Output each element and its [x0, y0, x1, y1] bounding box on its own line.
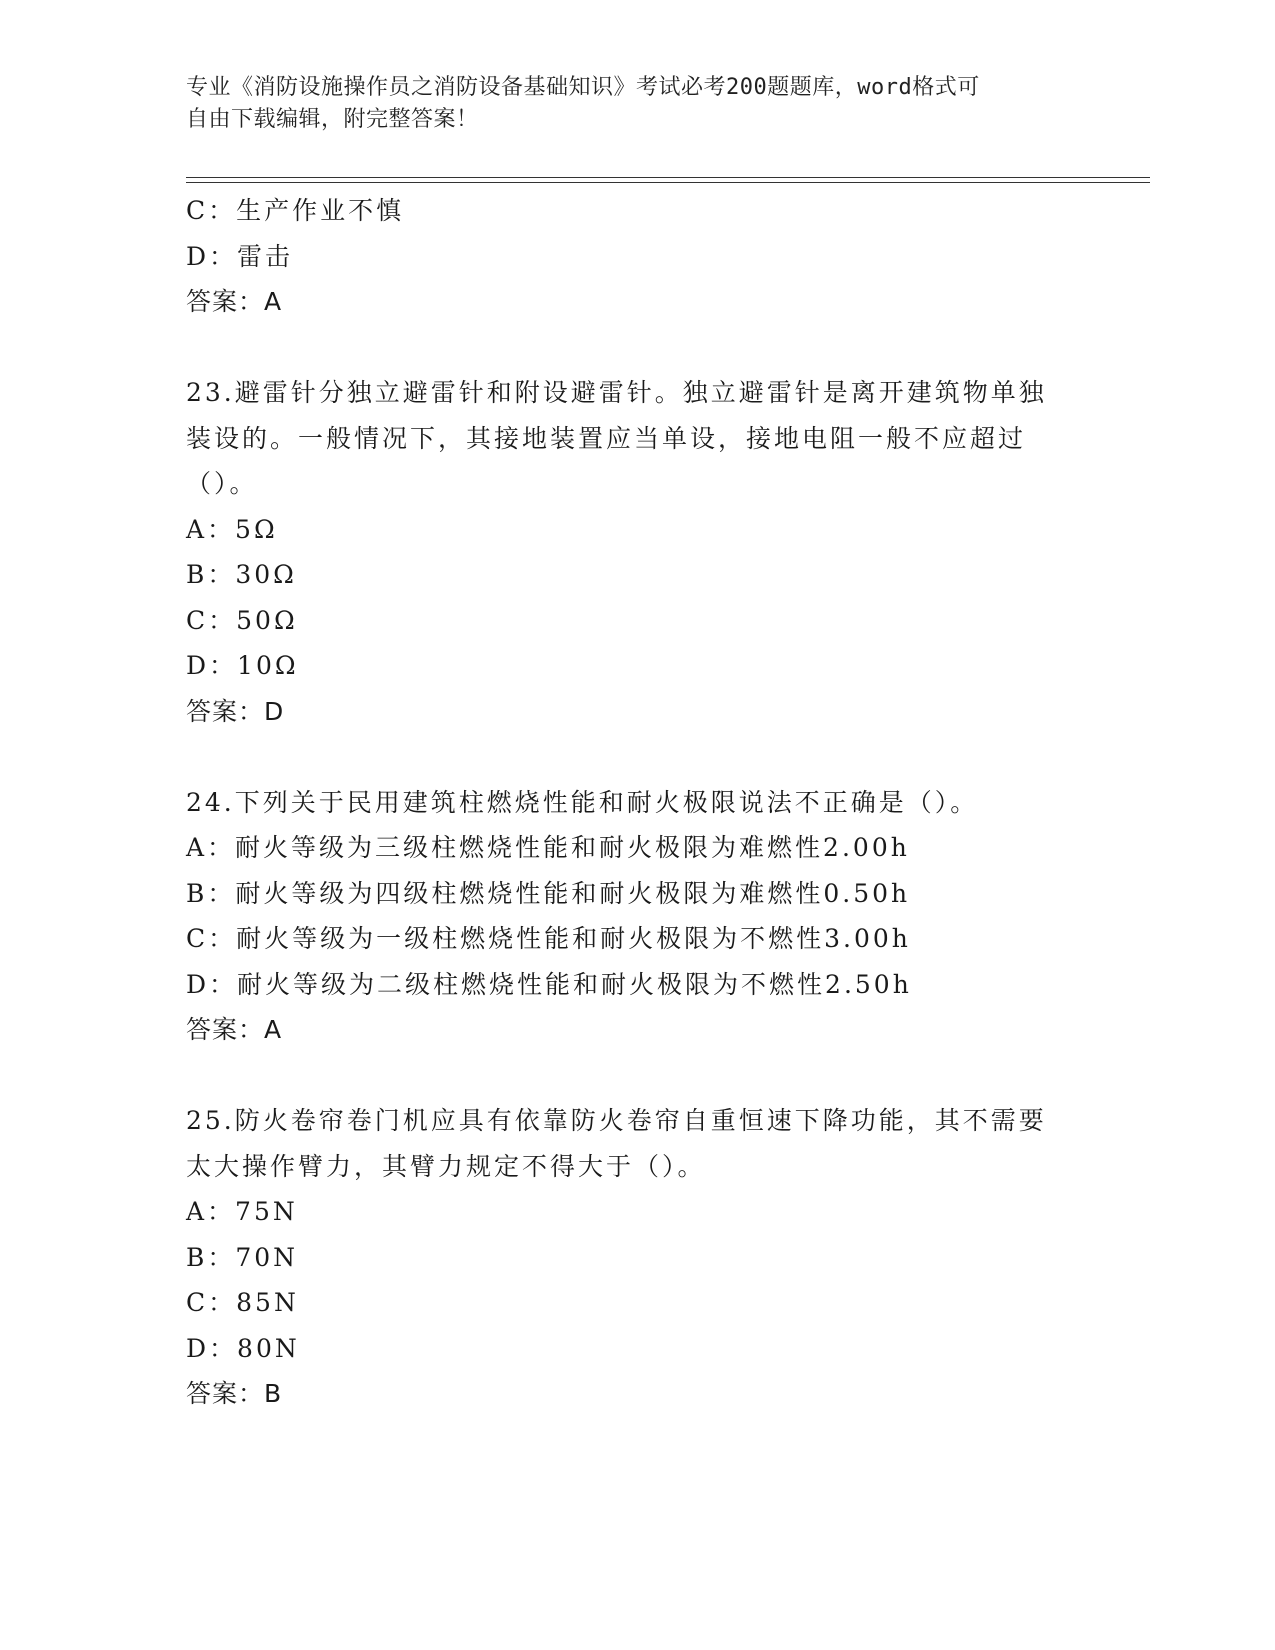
- option-b: B：30Ω: [186, 560, 297, 589]
- option-d: D：雷击: [186, 241, 294, 271]
- header-divider-top: [186, 177, 1150, 178]
- option-b: B：70N: [186, 1242, 299, 1272]
- header-line-1: 专业《消防设施操作员之消防设备基础知识》考试必考200题题库，word格式可: [186, 75, 980, 100]
- answer: 答案：D: [186, 696, 285, 726]
- document-body: [186, 188, 1086, 1417]
- option-c: C：85N: [186, 1288, 299, 1317]
- question-23: [186, 370, 1086, 734]
- question-text-line: 装设的。一般情况下，其接地装置应当单设，接地电阻一般不应超过: [186, 423, 1027, 453]
- spacer: [186, 325, 1086, 371]
- question-25: [186, 1098, 1086, 1417]
- spacer: [186, 1053, 1086, 1099]
- option-d: D：耐火等级为二级柱燃烧性能和耐火极限为不燃性2.50h: [186, 969, 912, 999]
- option-d: D：10Ω: [186, 651, 299, 680]
- option-a: A：75N: [186, 1197, 298, 1226]
- option-a: A：耐火等级为三级柱燃烧性能和耐火极限为难燃性2.00h: [186, 833, 910, 862]
- question-text-line: 25.防火卷帘卷门机应具有依靠防火卷帘自重恒速下降功能，其不需要: [186, 1106, 1047, 1135]
- option-a: A：5Ω: [186, 514, 278, 544]
- spacer: [186, 734, 1086, 780]
- option-c: C：耐火等级为一级柱燃烧性能和耐火极限为不燃性3.00h: [186, 924, 911, 953]
- option-d: D：80N: [186, 1333, 300, 1363]
- question-22-tail: [186, 188, 1086, 325]
- question-text-line: （）。: [186, 469, 258, 498]
- question-text-line: 23.避雷针分独立避雷针和附设避雷针。独立避雷针是离开建筑物单独: [186, 378, 1047, 407]
- option-c: C：生产作业不慎: [186, 196, 405, 225]
- question-text-line: 24.下列关于民用建筑柱燃烧性能和耐火极限说法不正确是（）。: [186, 787, 979, 817]
- answer: 答案：B: [186, 1379, 283, 1408]
- option-b: B：耐火等级为四级柱燃烧性能和耐火极限为难燃性0.50h: [186, 878, 911, 908]
- question-24: [186, 780, 1086, 1053]
- option-c: C：50Ω: [186, 605, 298, 635]
- header-divider-bottom: [186, 182, 1150, 183]
- question-text-line: 太大操作臂力，其臂力规定不得大于（）。: [186, 1151, 706, 1181]
- document-header: [186, 72, 1066, 136]
- answer: 答案：A: [186, 1015, 283, 1044]
- answer: 答案：A: [186, 287, 283, 316]
- header-line-2: 自由下载编辑，附完整答案！: [186, 107, 479, 132]
